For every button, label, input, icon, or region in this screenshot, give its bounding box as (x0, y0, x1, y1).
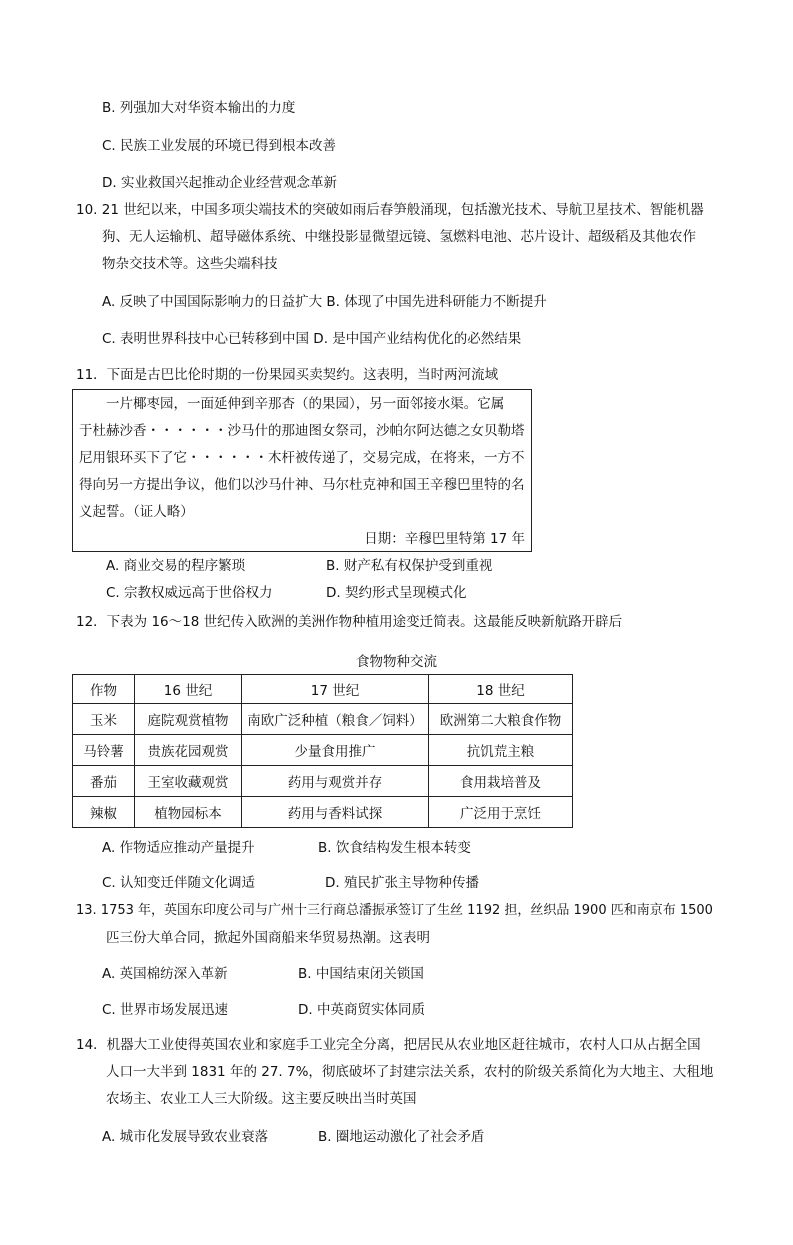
q13-option-c: C. 世界市场发展迅速 (102, 1002, 229, 1018)
q11-option-d: D. 契约形式呈现模式化 (326, 585, 467, 601)
q11-stem: 11．下面是古巴比伦时期的一份果园买卖契约。这表明，当时两河流域 (76, 367, 499, 383)
q12-option-a: A. 作物适应推动产量提升 (102, 840, 255, 856)
table-row (73, 797, 573, 828)
q13-stem-line-2: 匹三份大单合同，掀起外国商船来华贸易热潮。这表明 (106, 930, 430, 946)
q13-option-a: A. 英国棉纺深入革新 (102, 966, 228, 982)
q11-contract-box (72, 389, 532, 552)
q11-contract-line-4: 得向另一方提出争议，他们以沙马什神、马尔杜克神和国王辛穆巴里特的名 (79, 477, 525, 493)
table-cell: 南欧广泛种植（粮食／饲料） (242, 704, 429, 735)
table-cell: 药用与观赏并存 (242, 766, 429, 797)
table-cell: 植物园标本 (135, 797, 242, 828)
table-cell: 玉米 (73, 704, 135, 735)
table-cell: 番茄 (73, 766, 135, 797)
q14-stem-line-2: 人口一大半到 1831 年的 27. 7%，彻底破坏了封建宗法关系，农村的阶级关系简化为大地主、大租地 (106, 1064, 714, 1080)
q14-stem-line-1: 14．机器大工业使得英国农业和家庭手工业完全分离，把居民从农业地区赶往城市，农村人口从占据全国 (76, 1037, 701, 1053)
q13-option-d: D. 中英商贸实体同质 (298, 1002, 425, 1018)
q11-option-a: A. 商业交易的程序繁琐 (106, 558, 246, 574)
q11-contract-line-3: 尼用银环买下了它・・・・・・木杆被传递了，交易完成，在将来，一方不 (79, 450, 525, 466)
q12-stem: 12．下表为 16～18 世纪传入欧洲的美洲作物种植用途变迁简表。这最能反映新航路开辟后 (76, 614, 623, 630)
q9-option-c: C. 民族工业发展的环境已得到根本改善 (102, 138, 337, 154)
table-header-cell: 17 世纪 (242, 675, 429, 704)
q13-option-b: B. 中国结束闭关锁国 (298, 966, 424, 982)
table-cell: 辣椒 (73, 797, 135, 828)
q10-stem-line-3: 物杂交技术等。这些尖端科技 (102, 256, 278, 272)
q10-stem-line-2: 狗、无人运输机、超导磁体系统、中继投影显微望远镜、氢燃料电池、芯片设计、超级稻及其他农作 (102, 229, 696, 245)
table-cell: 少量食用推广 (242, 735, 429, 766)
q11-contract-line-2: 于杜赫沙香・・・・・・沙马什的那迪图女祭司，沙帕尔阿达德之女贝勒塔 (79, 423, 525, 439)
q12-option-c: C. 认知变迁伴随文化调适 (102, 875, 256, 891)
table-row (73, 704, 573, 735)
table-cell: 食用栽培普及 (429, 766, 573, 797)
q11-contract-line-1: 一片椰枣园，一面延伸到辛那杏（的果园），另一面邻接水渠。它属 (79, 396, 505, 412)
q10-stem-line-1: 10. 21 世纪以来，中国多项尖端技术的突破如雨后春笋般涌现，包括激光技术、导航卫星技术、智能机器 (76, 202, 704, 218)
table-cell: 药用与香料试探 (242, 797, 429, 828)
table-row (73, 766, 573, 797)
q11-contract-line-5: 义起誓。（证人略） (79, 504, 194, 520)
q12-crop-table (72, 674, 573, 828)
q11-contract-date: 日期：辛穆巴里特第 17 年 (364, 531, 525, 547)
q13-stem-line-1: 13. 1753 年，英国东印度公司与广州十三行商总潘振承签订了生丝 1192 担，丝织品 1900 匹和南京布 1500 (76, 903, 713, 918)
table-cell: 欧洲第二大粮食作物 (429, 704, 573, 735)
table-cell: 王室收藏观赏 (135, 766, 242, 797)
table-cell: 广泛用于烹饪 (429, 797, 573, 828)
q9-option-d: D. 实业救国兴起推动企业经营观念革新 (102, 175, 337, 191)
q11-option-c: C. 宗教权威远高于世俗权力 (106, 585, 273, 601)
table-header-cell: 18 世纪 (429, 675, 573, 704)
q14-option-a: A. 城市化发展导致农业衰落 (102, 1129, 269, 1145)
table-header-cell: 16 世纪 (135, 675, 242, 704)
q12-option-d: D. 殖民扩张主导物种传播 (325, 875, 479, 891)
q14-stem-line-3: 农场主、农业工人三大阶级。这主要反映出当时英国 (106, 1091, 417, 1107)
table-row (73, 735, 573, 766)
q10-options-row-1: A. 反映了中国国际影响力的日益扩大 B. 体现了中国先进科研能力不断提升 (102, 294, 547, 310)
table-header-row (73, 675, 573, 704)
q12-option-b: B. 饮食结构发生根本转变 (318, 840, 471, 856)
table-cell: 抗饥荒主粮 (429, 735, 573, 766)
table-header-cell: 作物 (73, 675, 135, 704)
q11-option-b: B. 财产私有权保护受到重视 (326, 558, 493, 574)
q10-options-row-2: C. 表明世界科技中心已转移到中国 D. 是中国产业结构优化的必然结果 (102, 331, 522, 347)
table-cell: 贵族花园观赏 (135, 735, 242, 766)
q12-table-caption: 食物物种交流 (356, 654, 437, 670)
table-cell: 庭院观赏植物 (135, 704, 242, 735)
table-cell: 马铃薯 (73, 735, 135, 766)
q14-option-b: B. 圈地运动激化了社会矛盾 (318, 1129, 485, 1145)
q9-option-b: B. 列强加大对华资本输出的力度 (102, 100, 296, 116)
